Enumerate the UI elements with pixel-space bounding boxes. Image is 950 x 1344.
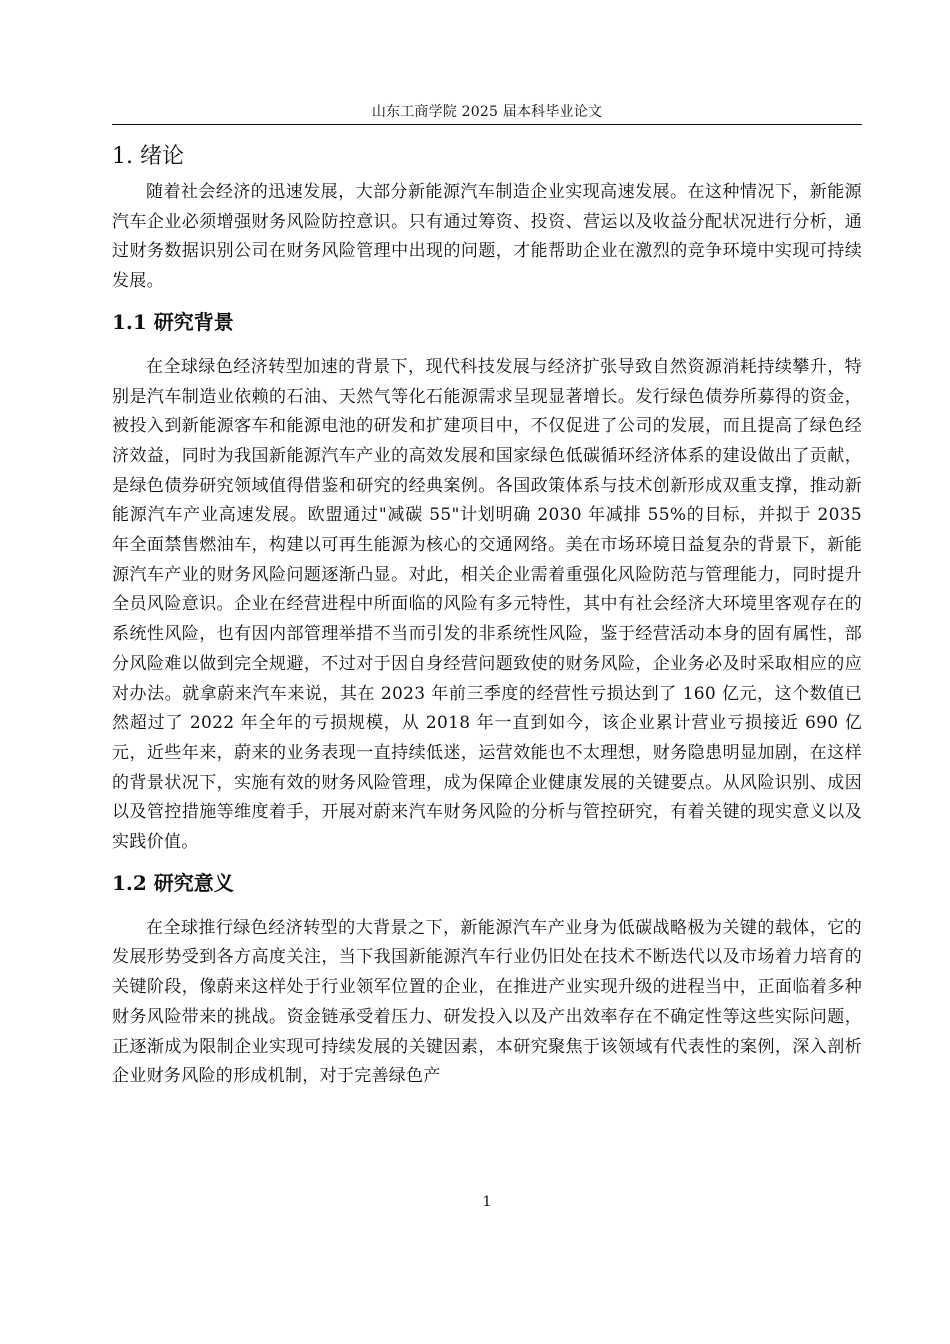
background-paragraph: 在全球绿色经济转型加速的背景下，现代科技发展与经济扩张导致自然资源消耗持续攀升，特别是汽车制造业依赖的石油、天然气等化石能源需求呈现显著增长。发行绿色债券所募得的资金，被投入到新能源客车和能源电池的研发和扩建项目中，不仅促进了公司的发展，而且提高了绿色经济效益，同时为我国新能源汽车产业的高效发展和国家绿色低碳循环经济体系的建设做出了贡献，是绿色债券研究领域值得借鉴和研究的经典案例。各国政策体系与技术创新形成双重支撑，推动新能源汽车产业高速发展。欧盟通过"减碳 55"计划明确 2030 年减排 55%的目标，并拟于 2035 年全面禁售燃油车，构建以可再生能源为核心的交通网络。美在市场环境日益复杂的背景下，新能源汽车产业的财务风险问题逐渐凸显。对此，相关企业需着重强化风险防范与管理能力，同时提升全员风险意识。企业在经营进程中所面临的风险有多元特性，其中有社会经济大环境里客观存在的系统性风险，也有因内部管理举措不当而引发的非系统性风险，鉴于经营活动本身的固有属性，部分风险难以做到完全规避，不过对于因自身经营问题致使的财务风险，企业务必及时采取相应的应对办法。就拿蔚来汽车来说，其在 2023 年前三季度的经营性亏损达到了 160 亿元，这个数值已然超过了 2022 年全年的亏损规模，从 2018 年一直到如今，该企业累计营业亏损接近 690 亿元，近些年来，蔚来的业务表现一直持续低迷，运营效能也不太理想，财务隐患明显加剧，在这样的背景状况下，实施有效的财务风险管理，成为保障企业健康发展的关键要点。从风险识别、成因以及管控措施等维度着手，开展对蔚来汽车财务风险的分析与管控研究，有着关键的现实意义以及实践价值。 — [112, 356, 862, 853]
body-text — [112, 140, 862, 1092]
page-number: 1 — [482, 1194, 492, 1210]
section-title: 1. 绪论 — [112, 144, 184, 169]
intro-paragraph: 随着社会经济的迅速发展，大部分新能源汽车制造企业实现高速发展。在这种情况下，新能源汽车企业必须增强财务风险防控意识。只有通过筹资、投资、营运以及收益分配状况进行分析，通过财务数据识别公司在财务风险管理中出现的问题，才能帮助企业在激烈的竞争环境中实现可持续发展。 — [112, 182, 862, 292]
significance-paragraph: 在全球推行绿色经济转型的大背景之下，新能源汽车产业身为低碳战略极为关键的载体，它的发展形势受到各方高度关注，当下我国新能源汽车行业仍旧处在技术不断迭代以及市场着力培育的关键阶段，像蔚来这样处于行业领军位置的企业，在推进产业实现升级的进程当中，正面临着多种财务风险带来的挑战。资金链承受着压力、研发投入以及产出效率存在不确定性等这些实际问题，正逐渐成为限制企业实现可持续发展的关键因素，本研究聚焦于该领域有代表性的案例，深入剖析企业财务风险的形成机制，对于完善绿色产 — [112, 917, 862, 1087]
header-rule — [112, 124, 862, 125]
running-header: 山东工商学院 2025 届本科毕业论文 — [371, 104, 603, 120]
subsection-title-significance: 1.2 研究意义 — [112, 870, 234, 895]
subsection-title-background: 1.1 研究背景 — [112, 309, 234, 334]
